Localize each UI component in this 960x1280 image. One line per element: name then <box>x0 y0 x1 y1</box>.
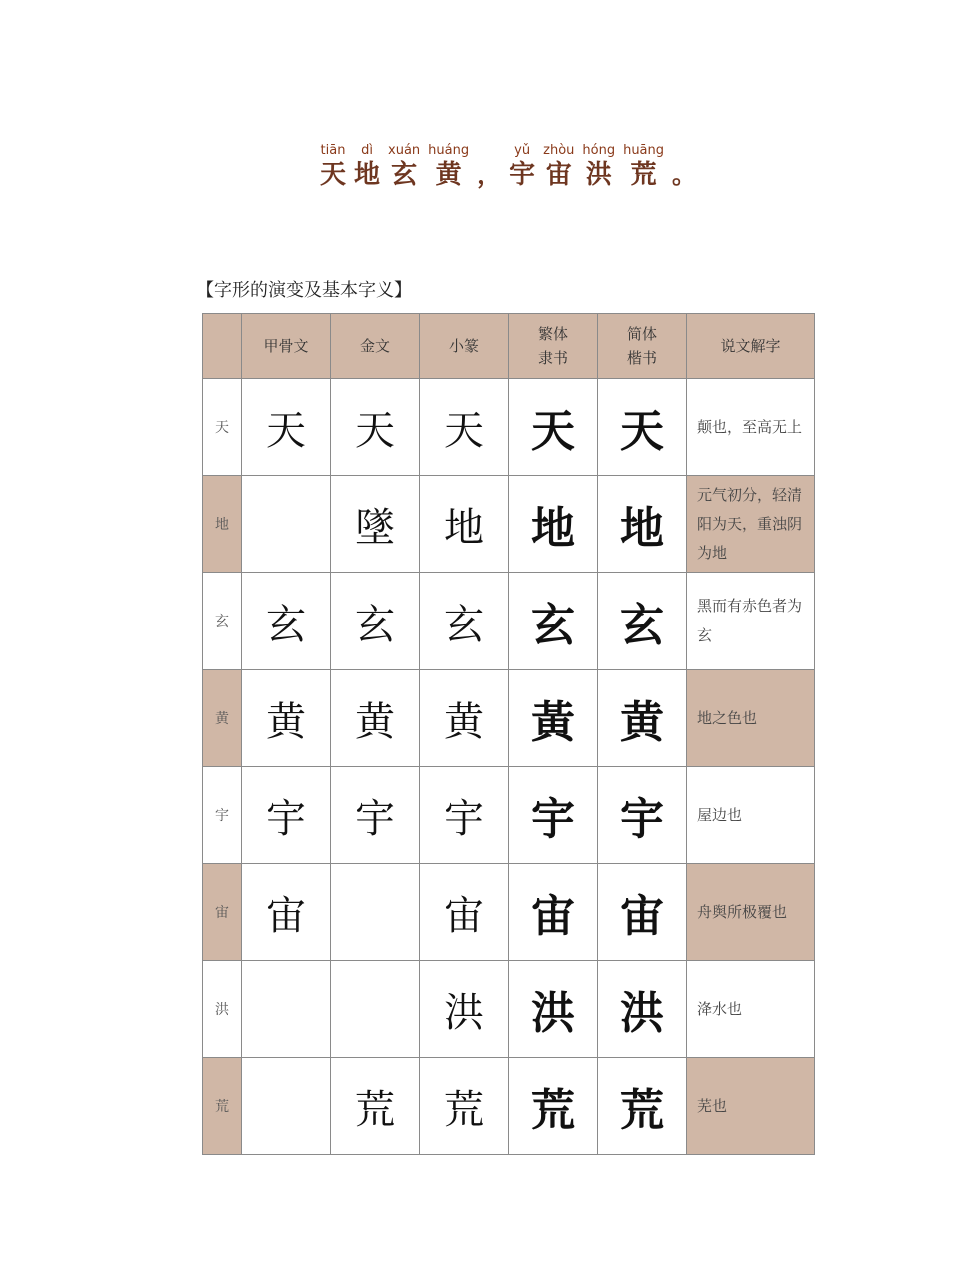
title-char <box>388 143 420 191</box>
hanzi: 荒 <box>630 160 657 190</box>
glyph-jinwen: 玄 <box>331 573 420 670</box>
comma: ， <box>477 160 502 189</box>
glyph-jiagu: 宙 <box>242 864 331 961</box>
table-row <box>203 573 815 670</box>
hanzi: 黄 <box>435 160 462 190</box>
shuowen-cell: 屋边也 <box>687 767 815 864</box>
title-char <box>320 143 346 191</box>
glyph-jinwen: 墜 <box>331 476 420 573</box>
glyph-jiagu: 黄 <box>242 670 331 767</box>
glyph-lishu: 宇 <box>509 767 598 864</box>
header-cell: 甲骨文 <box>242 314 331 379</box>
shuowen-cell: 颠也，至高无上 <box>687 379 815 476</box>
table-row <box>203 961 815 1058</box>
row-char: 天 <box>203 379 242 476</box>
glyph-xiaozhuan: 玄 <box>420 573 509 670</box>
glyph-lishu: 玄 <box>509 573 598 670</box>
hanzi: 玄 <box>391 160 418 190</box>
title-char <box>509 143 535 191</box>
pinyin: tiān <box>320 143 346 158</box>
shuowen-cell: 元气初分，轻清阳为天，重浊阴为地 <box>687 476 815 573</box>
glyph-jinwen <box>331 864 420 961</box>
glyph-xiaozhuan: 地 <box>420 476 509 573</box>
header-cell: 金文 <box>331 314 420 379</box>
table-row <box>203 864 815 961</box>
glyph-xiaozhuan: 宇 <box>420 767 509 864</box>
glyph-jinwen: 天 <box>331 379 420 476</box>
glyph-lishu: 地 <box>509 476 598 573</box>
glyph-lishu: 天 <box>509 379 598 476</box>
glyph-jinwen: 宇 <box>331 767 420 864</box>
glyph-kaishu: 天 <box>598 379 687 476</box>
table-row <box>203 767 815 864</box>
shuowen-cell: 洚水也 <box>687 961 815 1058</box>
glyph-jiagu <box>242 476 331 573</box>
header-row <box>203 314 815 379</box>
glyph-lishu: 荒 <box>509 1058 598 1155</box>
glyph-lishu: 黃 <box>509 670 598 767</box>
glyph-kaishu: 宇 <box>598 767 687 864</box>
glyph-kaishu: 荒 <box>598 1058 687 1155</box>
header-cell: 小篆 <box>420 314 509 379</box>
table-row <box>203 1058 815 1155</box>
pinyin: yǔ <box>514 143 531 158</box>
shuowen-cell: 舟舆所极覆也 <box>687 864 815 961</box>
glyph-jiagu <box>242 961 331 1058</box>
table-row <box>203 476 815 573</box>
row-char: 宇 <box>203 767 242 864</box>
header-cell: 简体 楷书 <box>598 314 687 379</box>
glyph-xiaozhuan: 宙 <box>420 864 509 961</box>
row-char: 地 <box>203 476 242 573</box>
hanzi: 洪 <box>585 160 612 190</box>
table-row <box>203 379 815 476</box>
row-char: 洪 <box>203 961 242 1058</box>
glyph-kaishu: 洪 <box>598 961 687 1058</box>
glyph-jiagu: 玄 <box>242 573 331 670</box>
row-char: 宙 <box>203 864 242 961</box>
row-char: 荒 <box>203 1058 242 1155</box>
header-cell: 繁体 隶书 <box>509 314 598 379</box>
glyph-jiagu <box>242 1058 331 1155</box>
glyph-kaishu: 玄 <box>598 573 687 670</box>
title-char <box>428 143 469 191</box>
glyph-xiaozhuan: 洪 <box>420 961 509 1058</box>
header-cell: 说文解字 <box>687 314 815 379</box>
table-row <box>203 670 815 767</box>
pinyin: dì <box>361 143 373 158</box>
glyph-lishu: 洪 <box>509 961 598 1058</box>
pinyin: huáng <box>428 143 470 158</box>
title-char <box>623 143 664 191</box>
title-line <box>320 143 697 191</box>
glyph-kaishu: 地 <box>598 476 687 573</box>
pinyin: zhòu <box>543 143 575 158</box>
glyph-jiagu: 宇 <box>242 767 331 864</box>
period: 。 <box>672 160 697 189</box>
glyph-xiaozhuan: 荒 <box>420 1058 509 1155</box>
hanzi: 宇 <box>509 160 536 190</box>
glyph-jinwen: 黄 <box>331 670 420 767</box>
title-char <box>354 143 380 191</box>
shuowen-cell: 芜也 <box>687 1058 815 1155</box>
glyph-jiagu: 天 <box>242 379 331 476</box>
shuowen-cell: 地之色也 <box>687 670 815 767</box>
row-char: 黄 <box>203 670 242 767</box>
glyph-lishu: 宙 <box>509 864 598 961</box>
row-char: 玄 <box>203 573 242 670</box>
hanzi: 天 <box>320 160 347 190</box>
glyph-xiaozhuan: 黄 <box>420 670 509 767</box>
title-char <box>543 143 574 191</box>
pinyin: huāng <box>623 143 665 158</box>
pinyin: hóng <box>582 143 616 158</box>
header-cell <box>203 314 242 379</box>
glyph-kaishu: 黄 <box>598 670 687 767</box>
pinyin: xuán <box>388 143 421 158</box>
section-title: 【字形的演变及基本字义】 <box>196 280 412 301</box>
shuowen-cell: 黑而有赤色者为玄 <box>687 573 815 670</box>
glyph-jinwen <box>331 961 420 1058</box>
glyph-jinwen: 荒 <box>331 1058 420 1155</box>
glyph-kaishu: 宙 <box>598 864 687 961</box>
character-table <box>202 313 815 1155</box>
title-char <box>582 143 615 191</box>
glyph-xiaozhuan: 天 <box>420 379 509 476</box>
hanzi: 地 <box>354 160 381 190</box>
hanzi: 宙 <box>545 160 572 190</box>
